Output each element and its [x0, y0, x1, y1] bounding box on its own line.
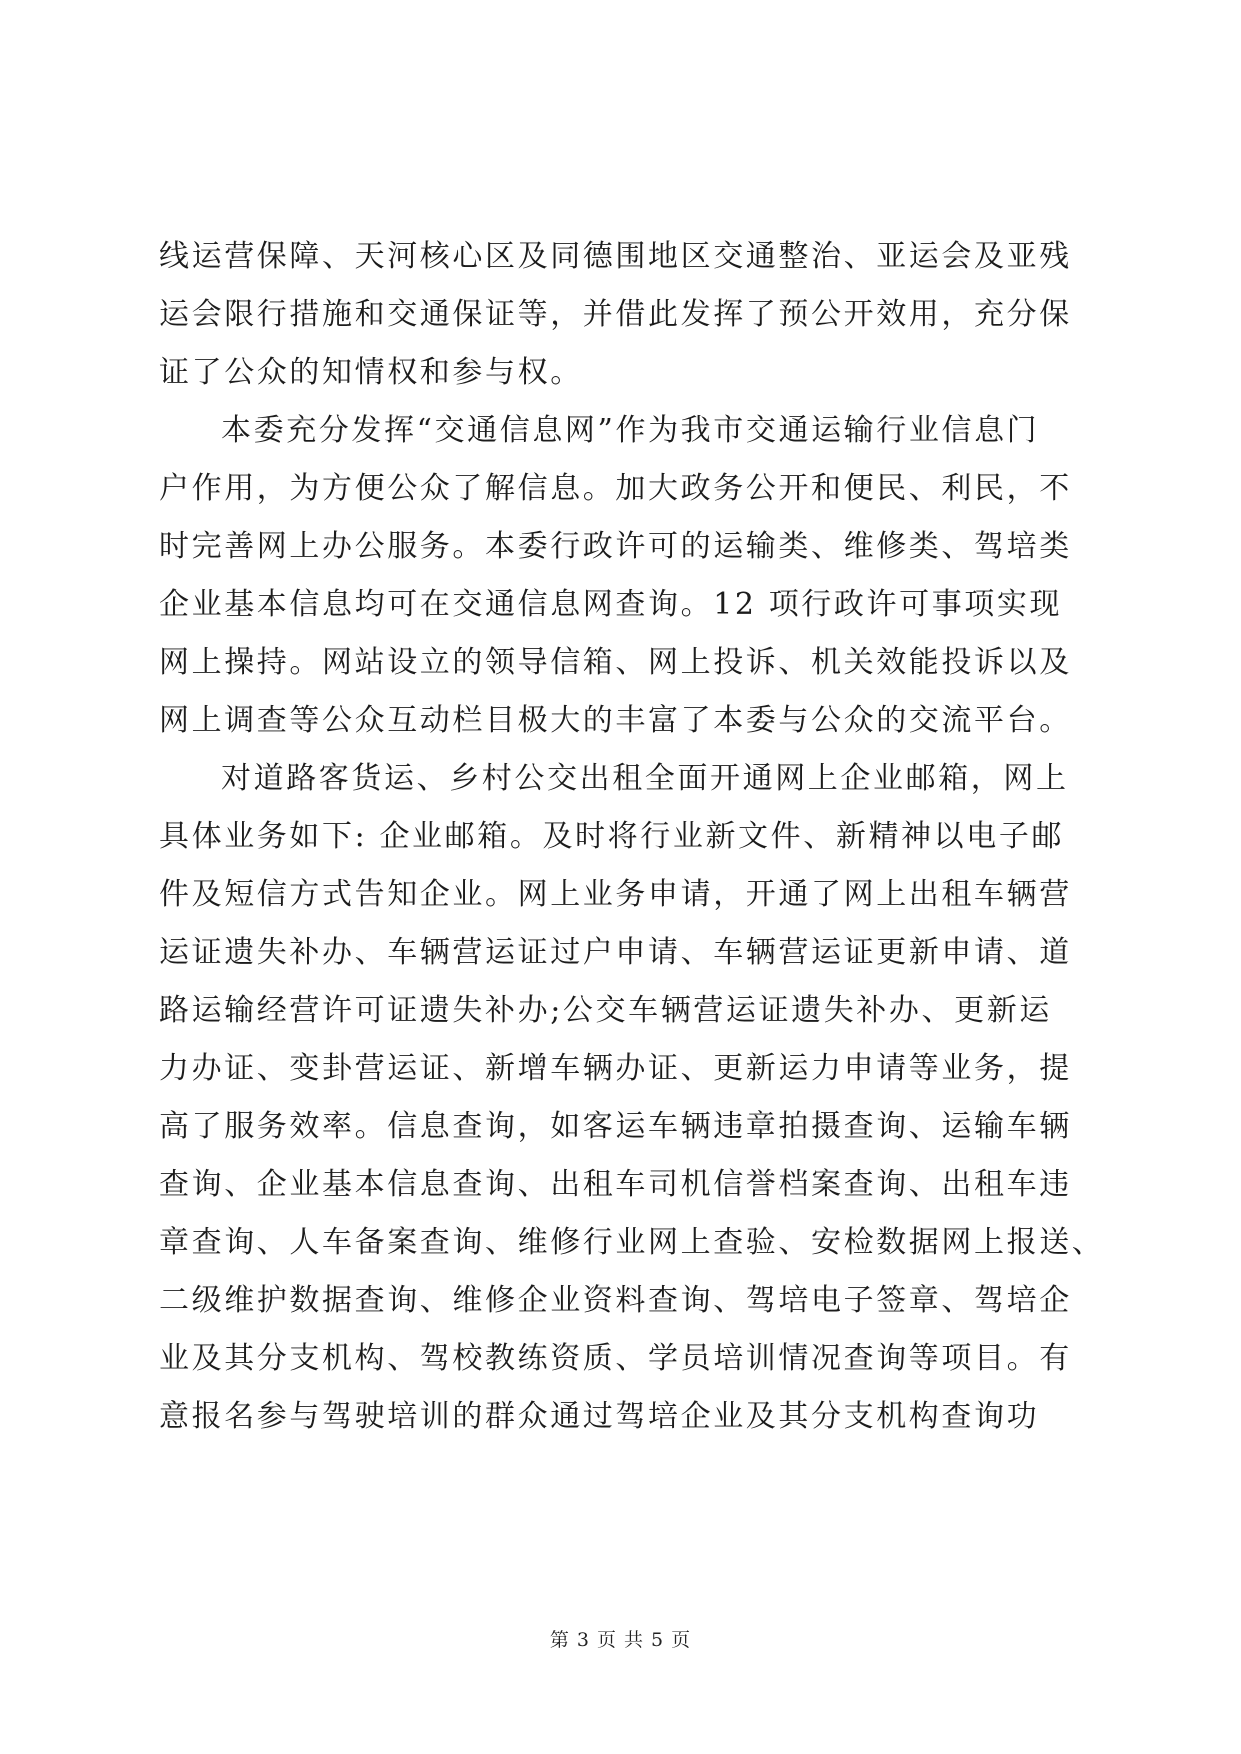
page-footer: 第 3 页 共 5 页	[549, 1629, 692, 1651]
paragraph-3-line-2: 具体业务如下: 企业邮箱。及时将行业新文件、新精神以电子邮	[159, 819, 1065, 854]
paragraph-3-line-7: 高了服务效率。信息查询，如客运车辆违章拍摄查询、运输车辆	[159, 1109, 1072, 1144]
paragraph-3-line-11: 业及其分支机构、驾校教练资质、学员培训情况查询等项目。有	[159, 1341, 1072, 1376]
paragraph-1-line-2: 运会限行措施和交通保证等，并借此发挥了预公开效用，充分保	[159, 297, 1072, 332]
paragraph-3-line-8: 查询、企业基本信息查询、出租车司机信誉档案查询、出租车违	[159, 1167, 1072, 1202]
paragraph-1-line-3: 证了公众的知情权和参与权。	[159, 355, 583, 390]
paragraph-3-line-1: 对道路客货运、乡村公交出租全面开通网上企业邮箱，网上	[221, 761, 1069, 796]
paragraph-3-line-9: 章查询、人车备案查询、维修行业网上查验、安检数据网上报送、	[159, 1225, 1105, 1260]
paragraph-3-line-3: 件及短信方式告知企业。网上业务申请，开通了网上出租车辆营	[159, 877, 1072, 912]
paragraph-2-line-1: 本委充分发挥“交通信息网”作为我市交通运输行业信息门	[221, 413, 1040, 448]
paragraph-2-line-6: 网上调查等公众互动栏目极大的丰富了本委与公众的交流平台。	[159, 703, 1072, 738]
paragraph-3-line-12: 意报名参与驾驶培训的群众通过驾培企业及其分支机构查询功	[159, 1399, 1040, 1434]
document-body	[159, 228, 1105, 1446]
paragraph-2-line-2: 户作用，为方便公众了解信息。加大政务公开和便民、利民，不	[159, 471, 1072, 506]
paragraph-3-line-6: 力办证、变卦营运证、新增车辆办证、更新运力申请等业务，提	[159, 1051, 1072, 1086]
paragraph-3-line-4: 运证遗失补办、车辆营运证过户申请、车辆营运证更新申请、道	[159, 935, 1072, 970]
paragraph-2-line-5: 网上操持。网站设立的领导信箱、网上投诉、机关效能投诉以及	[159, 645, 1072, 680]
paragraph-2-line-4: 企业基本信息均可在交通信息网查询。12 项行政许可事项实现	[159, 587, 1063, 622]
paragraph-3-line-10: 二级维护数据查询、维修企业资料查询、驾培电子签章、驾培企	[159, 1283, 1072, 1318]
paragraph-1-line-1: 线运营保障、天河核心区及同德围地区交通整治、亚运会及亚残	[159, 239, 1072, 274]
paragraph-2-line-3: 时完善网上办公服务。本委行政许可的运输类、维修类、驾培类	[159, 529, 1072, 564]
paragraph-3-line-5: 路运输经营许可证遗失补办;公交车辆营运证遗失补办、更新运	[159, 993, 1052, 1028]
